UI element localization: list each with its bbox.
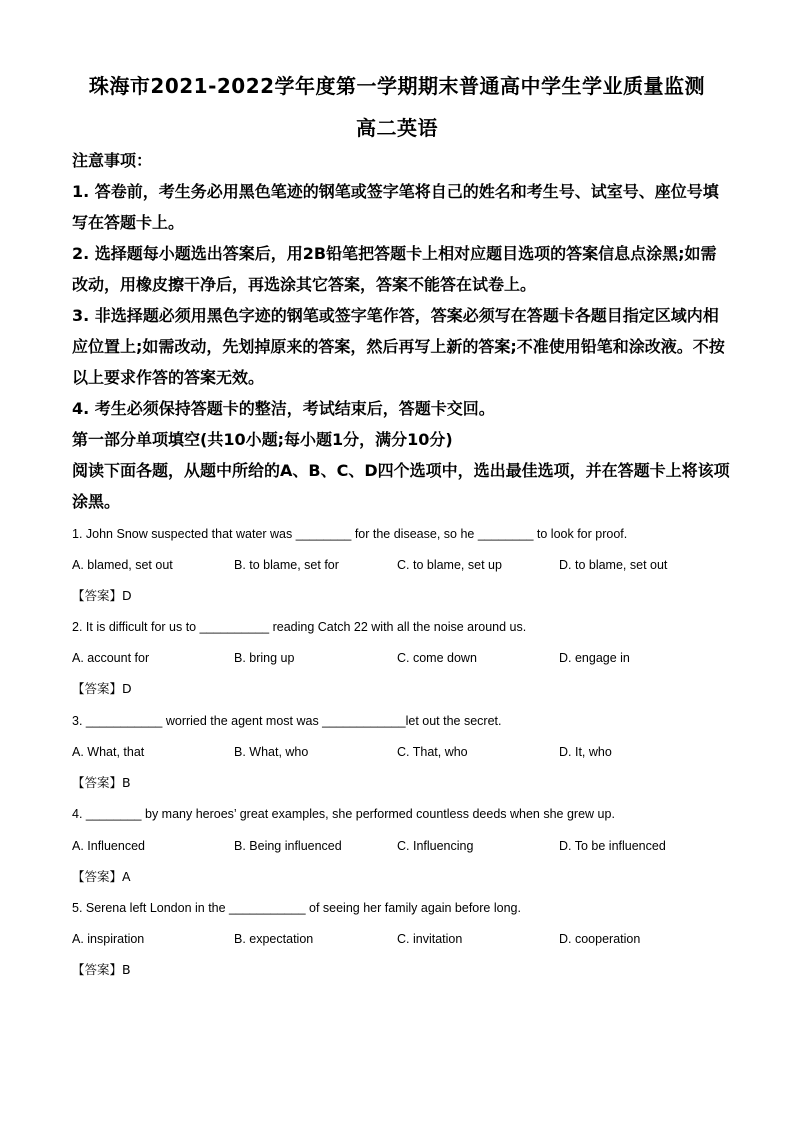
document-title: 珠海市2021-2022学年度第一学期期末普通高中学生学业质量监测 (88, 74, 706, 98)
document-subtitle: 高二英语 (356, 116, 438, 140)
answer-tag: 【答案】 (72, 775, 123, 790)
option-c: C. Influencing (397, 839, 474, 853)
option-c: C. That, who (397, 745, 468, 759)
notice-line: 写在答题卡上。 (72, 213, 185, 232)
answer-line (72, 588, 132, 604)
notice-line: 1. 答卷前，考生务必用黑色笔迹的钢笔或签字笔将自己的姓名和考生号、试室号、座位号填 (72, 182, 719, 201)
option-d: D. It, who (559, 745, 612, 759)
section-title: 第一部分单项填空(共10小题;每小题1分，满分10分) (72, 430, 453, 449)
option-a: A. blamed, set out (72, 558, 173, 572)
option-b: B. to blame, set for (234, 558, 339, 572)
option-b: B. Being influenced (234, 839, 342, 853)
question-stem: 2. It is difficult for us to __________ reading Catch 22 with all the noise around us. (72, 620, 527, 634)
answer-value: D (122, 588, 132, 603)
notice-line: 以上要求作答的答案无效。 (72, 368, 265, 387)
option-b: B. expectation (234, 932, 314, 946)
option-d: D. cooperation (559, 932, 641, 946)
answer-line (72, 962, 131, 978)
answer-tag: 【答案】 (72, 962, 123, 977)
question-stem: 1. John Snow suspected that water was ________ for the disease, so he ________ to look for proof. (72, 527, 628, 541)
section-instruction: 涂黑。 (72, 492, 121, 511)
section-instruction: 阅读下面各题，从题中所给的A、B、C、D四个选项中，选出最佳选项，并在答题卡上将该项 (72, 461, 730, 480)
answer-value: B (122, 775, 131, 790)
option-d: D. to blame, set out (559, 558, 668, 572)
option-c: C. come down (397, 651, 477, 665)
option-a: A. inspiration (72, 932, 145, 946)
answer-value: B (122, 962, 131, 977)
notice-line: 2. 选择题每小题选出答案后，用2B铅笔把答题卡上相对应题目选项的答案信息点涂黑;如需 (72, 244, 717, 263)
option-b: B. bring up (234, 651, 295, 665)
notice-line: 改动，用橡皮擦干净后，再选涂其它答案，答案不能答在试卷上。 (72, 275, 537, 294)
option-d: D. engage in (559, 651, 630, 665)
answer-tag: 【答案】 (72, 588, 123, 603)
notice-line: 应位置上;如需改动，先划掉原来的答案，然后再写上新的答案;不准使用铅笔和涂改液。不按 (72, 337, 725, 356)
notice-line: 3. 非选择题必须用黑色字迹的钢笔或签字笔作答，答案必须写在答题卡各题目指定区域内相 (72, 306, 719, 325)
answer-tag: 【答案】 (72, 869, 123, 884)
answer-value: A (122, 869, 131, 884)
option-a: A. What, that (72, 745, 145, 759)
option-b: B. What, who (234, 745, 309, 759)
notice-line: 4. 考生必须保持答题卡的整洁，考试结束后，答题卡交回。 (72, 399, 495, 418)
notice-heading: 注意事项： (72, 151, 153, 170)
question-stem: 3. ___________ worried the agent most was ____________let out the secret. (72, 714, 502, 728)
option-c: C. to blame, set up (397, 558, 502, 572)
question-stem: 5. Serena left London in the ___________ of seeing her family again before long. (72, 901, 521, 915)
question-stem: 4. ________ by many heroes’ great examples, she performed countless deeds when she grew up. (72, 807, 615, 821)
answer-value: D (122, 681, 132, 696)
answer-tag: 【答案】 (72, 681, 123, 696)
answer-line (72, 775, 131, 791)
option-a: A. Influenced (72, 839, 145, 853)
option-d: D. To be influenced (559, 839, 666, 853)
answer-line (72, 869, 131, 885)
answer-line (72, 681, 132, 697)
option-c: C. invitation (397, 932, 463, 946)
option-a: A. account for (72, 651, 150, 665)
